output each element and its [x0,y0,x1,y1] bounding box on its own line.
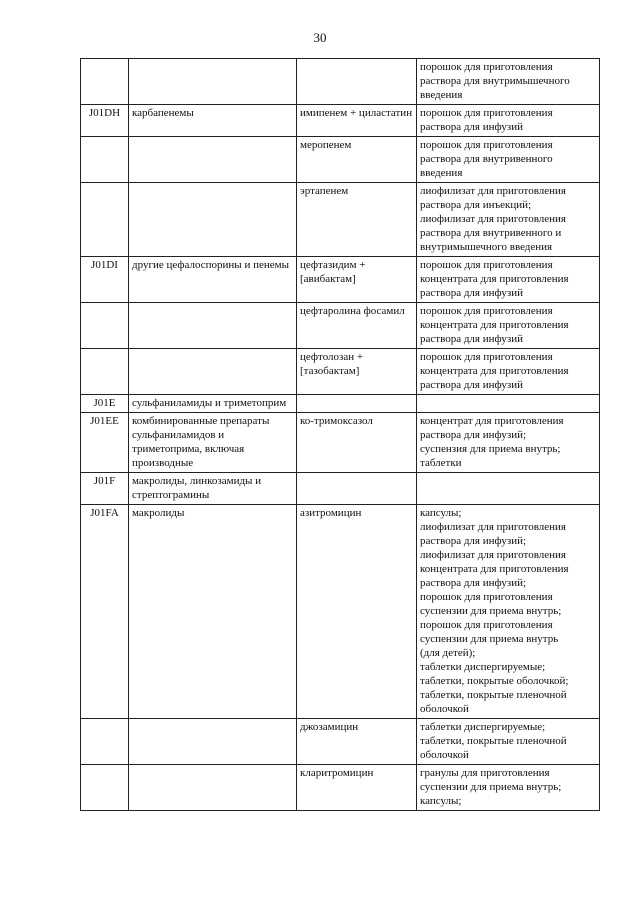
dosage-form-line: таблетки, покрытые пленочной [420,689,567,701]
table-row [81,395,600,413]
dosage-form-line: раствора для инфузий; [420,535,527,547]
dosage-form-line: суспензии для приема внутрь; [420,781,562,793]
dosage-form-line: порошок для приготовления [420,619,553,631]
group-name-cell [129,303,297,349]
dosage-form-line: суспензия для приема внутрь; [420,443,561,455]
substance-cell [297,395,417,413]
dosage-form-line: лиофилизат для приготовления [420,213,566,225]
dosage-form-cell [417,413,600,473]
atc-code-cell: J01DH [81,105,129,137]
dosage-form-line: введения [420,89,463,101]
group-name-cell: макролиды, линкозамиды и стрептограмины [129,473,297,505]
group-name-cell: комбинированные препараты сульфаниламидов и триметоприма, включая производные [129,413,297,473]
dosage-form-line: порошок для приготовления [420,139,553,151]
table-row [81,257,600,303]
table-row [81,59,600,105]
table-row [81,183,600,257]
atc-code-cell: J01DI [81,257,129,303]
dosage-form-cell [417,137,600,183]
dosage-form-line: концентрата для приготовления [420,319,569,331]
atc-code-cell: J01FA [81,505,129,719]
dosage-form-line: раствора для инфузий; [420,429,527,441]
dosage-form-line: раствора для внутримышечного [420,75,570,87]
dosage-form-line: порошок для приготовления [420,305,553,317]
dosage-form-line: раствора для инъекций; [420,199,532,211]
group-name-cell [129,349,297,395]
dosage-form-line: раствора для инфузий [420,379,523,391]
group-name-cell: другие цефалоспорины и пенемы [129,257,297,303]
dosage-form-line: внутримышечного введения [420,241,553,253]
dosage-form-line: суспензии для приема внутрь [420,633,559,645]
dosage-form-line: таблетки, покрытые пленочной [420,735,567,747]
group-name-cell: сульфаниламиды и триметоприм [129,395,297,413]
table-body [81,59,600,811]
dosage-form-line: концентрат для приготовления [420,415,564,427]
dosage-form-line: порошок для приготовления [420,61,553,73]
substance-cell: цефтазидим + [авибактам] [297,257,417,303]
substance-cell: цефтаролина фосамил [297,303,417,349]
substance-cell: джозамицин [297,719,417,765]
substance-cell: азитромицин [297,505,417,719]
atc-code-cell [81,719,129,765]
group-name-cell [129,719,297,765]
group-name-cell: макролиды [129,505,297,719]
group-name-cell [129,59,297,105]
dosage-form-line: концентрата для приготовления [420,365,569,377]
dosage-form-line: раствора для инфузий [420,121,523,133]
dosage-form-line: концентрата для приготовления [420,563,569,575]
group-name-cell [129,765,297,811]
dosage-form-line: раствора для внутривенного [420,153,553,165]
dosage-form-line: порошок для приготовления [420,107,553,119]
substance-cell [297,473,417,505]
dosage-form-cell [417,105,600,137]
dosage-form-cell [417,473,600,505]
atc-code-cell: J01EE [81,413,129,473]
group-name-cell [129,137,297,183]
table-row [81,349,600,395]
dosage-form-line: оболочкой [420,749,469,761]
substance-cell [297,59,417,105]
substance-cell: кларитромицин [297,765,417,811]
dosage-form-line: (для детей); [420,647,476,659]
dosage-form-cell [417,257,600,303]
dosage-form-line: порошок для приготовления [420,591,553,603]
substance-cell: цефтолозан + [тазобактам] [297,349,417,395]
dosage-form-line: порошок для приготовления [420,259,553,271]
table-row [81,765,600,811]
table-row [81,473,600,505]
atc-code-cell [81,183,129,257]
dosage-form-line: капсулы; [420,795,462,807]
group-name-cell [129,183,297,257]
page-number: 30 [313,30,327,45]
table-row [81,719,600,765]
dosage-form-line: лиофилизат для приготовления [420,521,566,533]
substance-cell: имипенем + циластатин [297,105,417,137]
dosage-form-line: гранулы для приготовления [420,767,550,779]
dosage-form-cell [417,183,600,257]
dosage-form-cell [417,719,600,765]
group-name-cell: карбапенемы [129,105,297,137]
dosage-form-line: лиофилизат для приготовления [420,549,566,561]
dosage-form-line: концентрата для приготовления [420,273,569,285]
dosage-form-cell [417,395,600,413]
dosage-form-line: раствора для инфузий [420,287,523,299]
substance-cell: меропенем [297,137,417,183]
atc-code-cell [81,765,129,811]
dosage-form-cell [417,765,600,811]
dosage-form-cell [417,349,600,395]
table-row [81,505,600,719]
table-row [81,105,600,137]
dosage-form-line: порошок для приготовления [420,351,553,363]
dosage-form-line: суспензии для приема внутрь; [420,605,562,617]
table-row [81,137,600,183]
dosage-form-line: таблетки диспергируемые; [420,721,546,733]
table-row [81,303,600,349]
dosage-form-line: капсулы; [420,507,462,519]
atc-code-cell [81,59,129,105]
atc-code-cell [81,349,129,395]
dosage-form-line: раствора для инфузий [420,333,523,345]
dosage-form-cell [417,505,600,719]
dosage-form-line: таблетки, покрытые оболочкой; [420,675,569,687]
atc-code-cell: J01F [81,473,129,505]
drug-table [80,58,600,811]
table-row [81,413,600,473]
dosage-form-cell [417,303,600,349]
substance-cell: эртапенем [297,183,417,257]
atc-code-cell: J01E [81,395,129,413]
substance-cell: ко-тримоксазол [297,413,417,473]
dosage-form-line: таблетки [420,457,462,469]
dosage-form-line: лиофилизат для приготовления [420,185,566,197]
atc-code-cell [81,303,129,349]
dosage-form-line: раствора для внутривенного и [420,227,562,239]
dosage-form-line: таблетки диспергируемые; [420,661,546,673]
dosage-form-line: раствора для инфузий; [420,577,527,589]
dosage-form-line: введения [420,167,463,179]
dosage-form-cell [417,59,600,105]
dosage-form-line: оболочкой [420,703,469,715]
atc-code-cell [81,137,129,183]
